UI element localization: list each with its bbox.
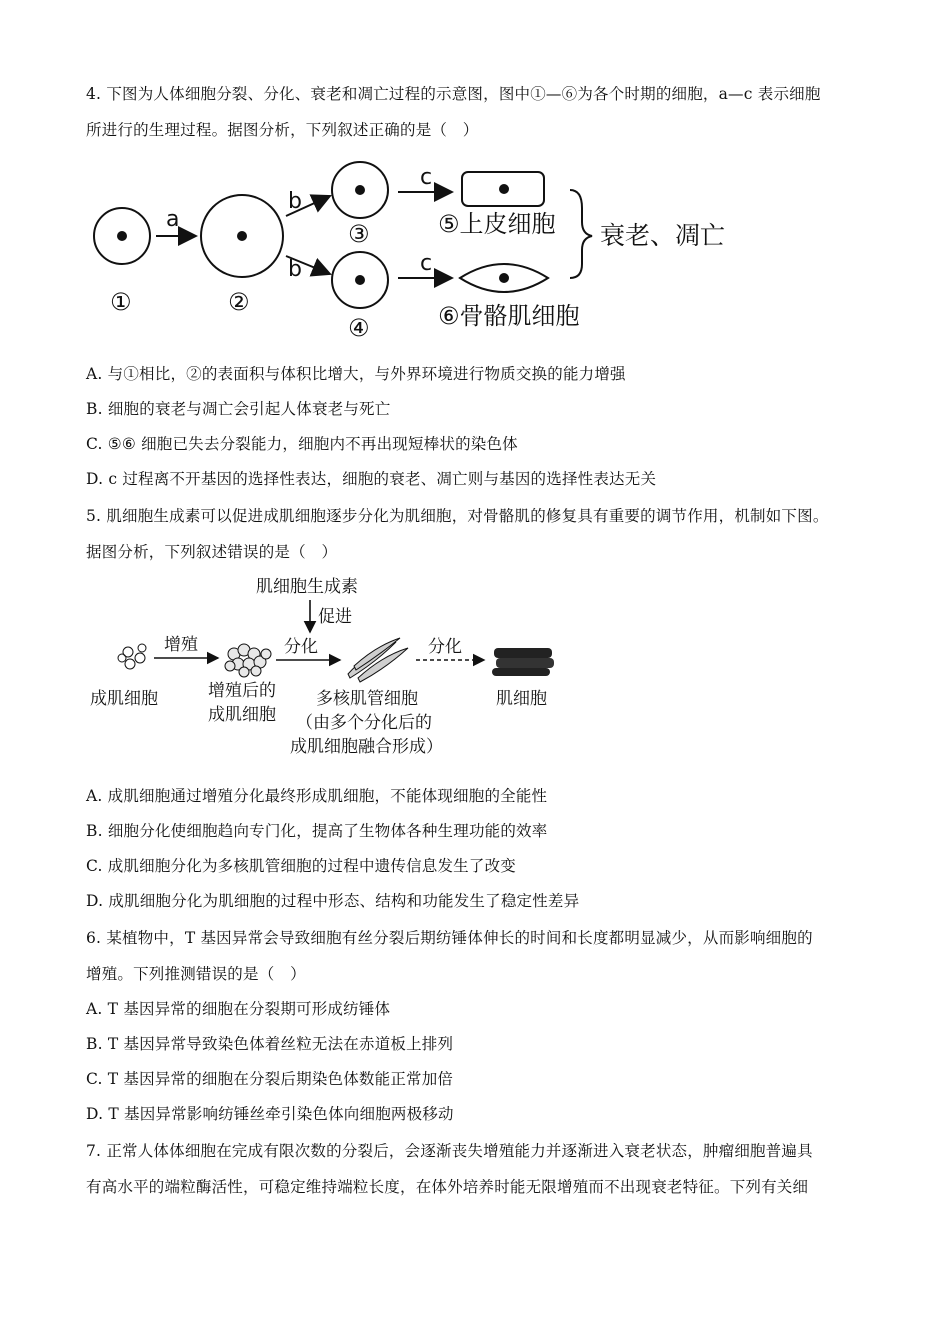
differentiate-label-2: 分化 (428, 637, 462, 657)
q4-stem-line2: 所进行的生理过程。据图分析，下列叙述正确的是（ ） (86, 121, 479, 139)
proliferated-label-1: 增殖后的 (208, 681, 276, 701)
arrow-b-upper-label: b (288, 189, 302, 214)
q6-option-d: D. T 基因异常影响纺锤丝牵引染色体向细胞两极移动 (86, 1105, 454, 1123)
cell-6-skeletal-muscle (460, 264, 548, 292)
q5-stem-line1: 5. 肌细胞生成素可以促进成肌细胞逐步分化为肌细胞，对骨骼肌的修复具有重要的调节作用，机制如下图。 (86, 507, 829, 525)
myotube-label-2: （由多个分化后的 (296, 713, 432, 733)
cell-2 (201, 195, 283, 277)
cell-1 (94, 208, 150, 264)
promote-label: 促进 (318, 607, 352, 627)
proliferated-cells (225, 644, 271, 677)
cell-5-label: ⑤上皮细胞 (438, 210, 556, 238)
arrow-b-lower-label: b (288, 257, 302, 282)
fate-label: 衰老、凋亡 (600, 221, 726, 250)
q4-option-c: C. ⑤⑥ 细胞已失去分裂能力，细胞内不再出现短棒状的染色体 (86, 435, 518, 453)
q4-option-b: B. 细胞的衰老与凋亡会引起人体衰老与死亡 (86, 400, 391, 418)
muscle-label: 肌细胞 (496, 689, 547, 709)
cell-6-label: ⑥骨骼肌细胞 (438, 302, 580, 330)
cell-3-label: ③ (348, 220, 370, 248)
q5-option-a: A. 成肌细胞通过增殖分化最终形成肌细胞，不能体现细胞的全能性 (86, 787, 548, 805)
cell-2-label: ② (228, 288, 250, 316)
factor-label: 肌细胞生成素 (256, 577, 358, 597)
myoblast-cells (118, 644, 146, 669)
q5-figure (86, 570, 566, 760)
proliferated-label-2: 成肌细胞 (208, 705, 276, 725)
q6-stem-line1: 6. 某植物中，T 基因异常会导致细胞有丝分裂后期纺锤体伸长的时间和长度都明显减少，从而影响细胞的 (86, 929, 813, 947)
q4-option-a: A. 与①相比，②的表面积与体积比增大，与外界环境进行物质交换的能力增强 (86, 365, 626, 383)
q7-stem-line2: 有高水平的端粒酶活性，可稳定维持端粒长度，在体外培养时能无限增殖而不出现衰老特征。下列有关细 (86, 1178, 809, 1196)
differentiate-label-1: 分化 (284, 637, 318, 657)
myotube-label-1: 多核肌管细胞 (316, 689, 418, 709)
arrow-a-label: a (166, 207, 180, 232)
arrow-c-lower-label: c (420, 251, 433, 276)
cell-3 (332, 162, 388, 218)
q5-option-d: D. 成肌细胞分化为肌细胞的过程中形态、结构和功能发生了稳定性差异 (86, 892, 580, 910)
myotube-cells (348, 638, 408, 682)
q4-option-d: D. c 过程离不开基因的选择性表达，细胞的衰老、凋亡则与基因的选择性表达无关 (86, 470, 657, 488)
myoblast-label: 成肌细胞 (90, 689, 158, 709)
myotube-label-3: 成肌细胞融合形成） (290, 737, 443, 757)
cell-1-label: ① (110, 288, 132, 316)
q4-figure (86, 160, 756, 350)
brace (570, 190, 592, 278)
q5-option-b: B. 细胞分化使细胞趋向专门化，提高了生物体各种生理功能的效率 (86, 822, 548, 840)
q6-option-b: B. T 基因异常导致染色体着丝粒无法在赤道板上排列 (86, 1035, 454, 1053)
q5-stem-line2: 据图分析，下列叙述错误的是（ ） (86, 543, 338, 561)
q6-stem-line2: 增殖。下列推测错误的是（ ） (86, 965, 306, 983)
q7-stem-line1: 7. 正常人体体细胞在完成有限次数的分裂后，会逐渐丧失增殖能力并逐渐进入衰老状态，肿瘤细胞普遍具 (86, 1142, 813, 1160)
q4-stem-line1: 4. 下图为人体细胞分裂、分化、衰老和凋亡过程的示意图，图中①—⑥为各个时期的细胞，a—c 表示细胞 (86, 85, 821, 103)
arrow-c-upper-label: c (420, 165, 433, 190)
cell-5-epithelial (462, 172, 544, 206)
cell-4-label: ④ (348, 314, 370, 342)
q6-option-a: A. T 基因异常的细胞在分裂期可形成纺锤体 (86, 1000, 391, 1018)
q6-option-c: C. T 基因异常的细胞在分裂后期染色体数能正常加倍 (86, 1070, 454, 1088)
q5-option-c: C. 成肌细胞分化为多核肌管细胞的过程中遗传信息发生了改变 (86, 857, 516, 875)
muscle-cell (492, 648, 554, 676)
proliferate-label: 增殖 (164, 635, 198, 655)
cell-4 (332, 252, 388, 308)
